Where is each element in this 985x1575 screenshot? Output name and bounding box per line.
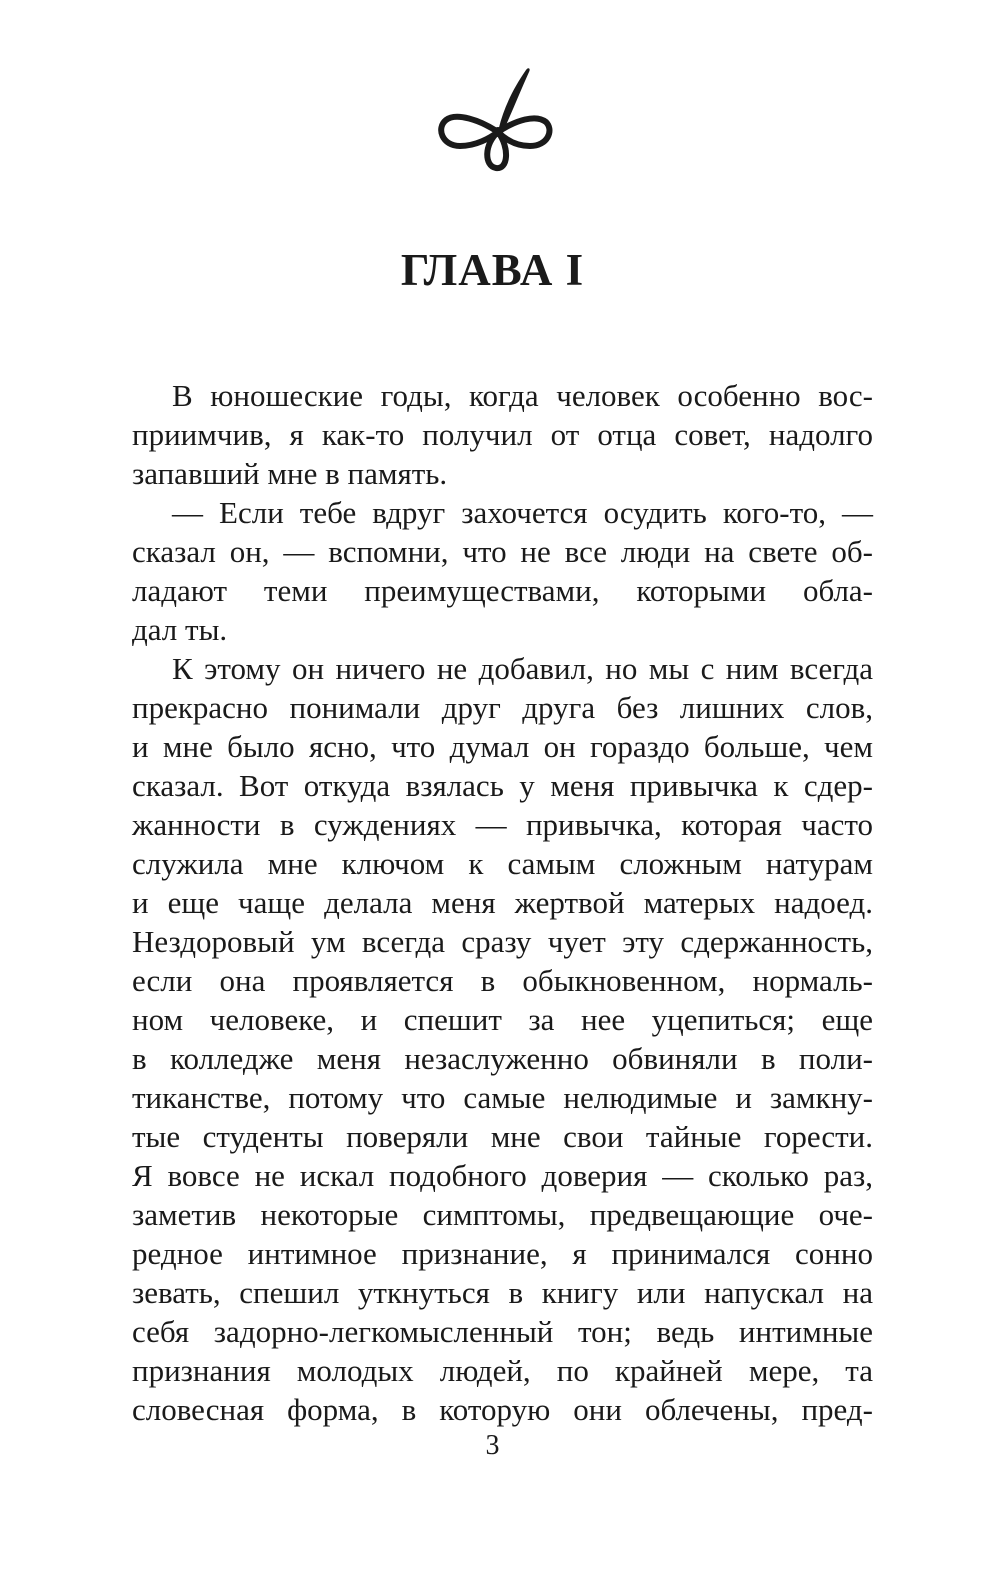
- text-line: — Если тебе вдруг захочется осудить кого-то, —: [172, 495, 873, 530]
- text-line: приимчив, я как-то получил от отца совет, надолго: [132, 417, 873, 452]
- text-line: В юношеские годы, когда человек особенно вос-: [172, 378, 873, 413]
- text-line: ном человеке, и спешит за нее уцепиться; еще: [132, 1002, 873, 1037]
- text-line: если она проявляется в обыкновенном, нормаль-: [132, 963, 873, 998]
- text-line: признания молодых людей, по крайней мере, та: [132, 1353, 873, 1388]
- text-line: и мне было ясно, что думал он гораздо больше, чем: [132, 729, 873, 764]
- ornament-svg: [432, 62, 556, 174]
- text-line: тые студенты поверяли мне свои тайные горести.: [132, 1119, 873, 1154]
- text-line: Нездоровый ум всегда сразу чует эту сдержанность,: [132, 924, 873, 959]
- text-line: в колледже меня незаслуженно обвиняли в поли-: [132, 1041, 873, 1076]
- text-line: себя задорно-легкомысленный тон; ведь интимные: [132, 1314, 873, 1349]
- text-line: служила мне ключом к самым сложным натурам: [132, 846, 873, 881]
- text-line: зевать, спешил уткнуться в книгу или напускал на: [132, 1275, 873, 1310]
- text-line: ладают теми преимуществами, которыми обла-: [132, 573, 873, 608]
- page-number: 3: [485, 1430, 500, 1461]
- text-line: сказал. Вот откуда взялась у меня привычка к сдер-: [132, 768, 873, 803]
- body-text: [132, 376, 873, 1429]
- text-line: и еще чаще делала меня жертвой матерых надоед.: [132, 885, 873, 920]
- text-line: заметив некоторые симптомы, предвещающие оче-: [132, 1197, 873, 1232]
- text-line: запавший мне в память.: [132, 456, 448, 491]
- text-line: К этому он ничего не добавил, но мы с ним всегда: [172, 651, 873, 686]
- text-line: дал ты.: [132, 612, 228, 647]
- text-line: сказал он, — вспомни, что не все люди на свете об-: [132, 534, 873, 569]
- flourish-knot: [493, 127, 503, 137]
- text-line: прекрасно понимали друг друга без лишних слов,: [132, 690, 873, 725]
- flourish-bottom-loop: [487, 132, 506, 168]
- flourish-ornament-icon: [432, 62, 556, 174]
- text-line: тиканстве, потому что самые нелюдимые и замкну-: [132, 1080, 873, 1115]
- text-line: Я вовсе не искал подобного доверия — сколько раз,: [132, 1158, 873, 1193]
- text-line: редное интимное признание, я принимался сонно: [132, 1236, 873, 1271]
- text-line: жанности в суждениях — привычка, которая часто: [132, 807, 873, 842]
- chapter-title: ГЛАВА I: [400, 245, 585, 295]
- text-line: словесная форма, в которую они облечены, пред-: [132, 1392, 873, 1427]
